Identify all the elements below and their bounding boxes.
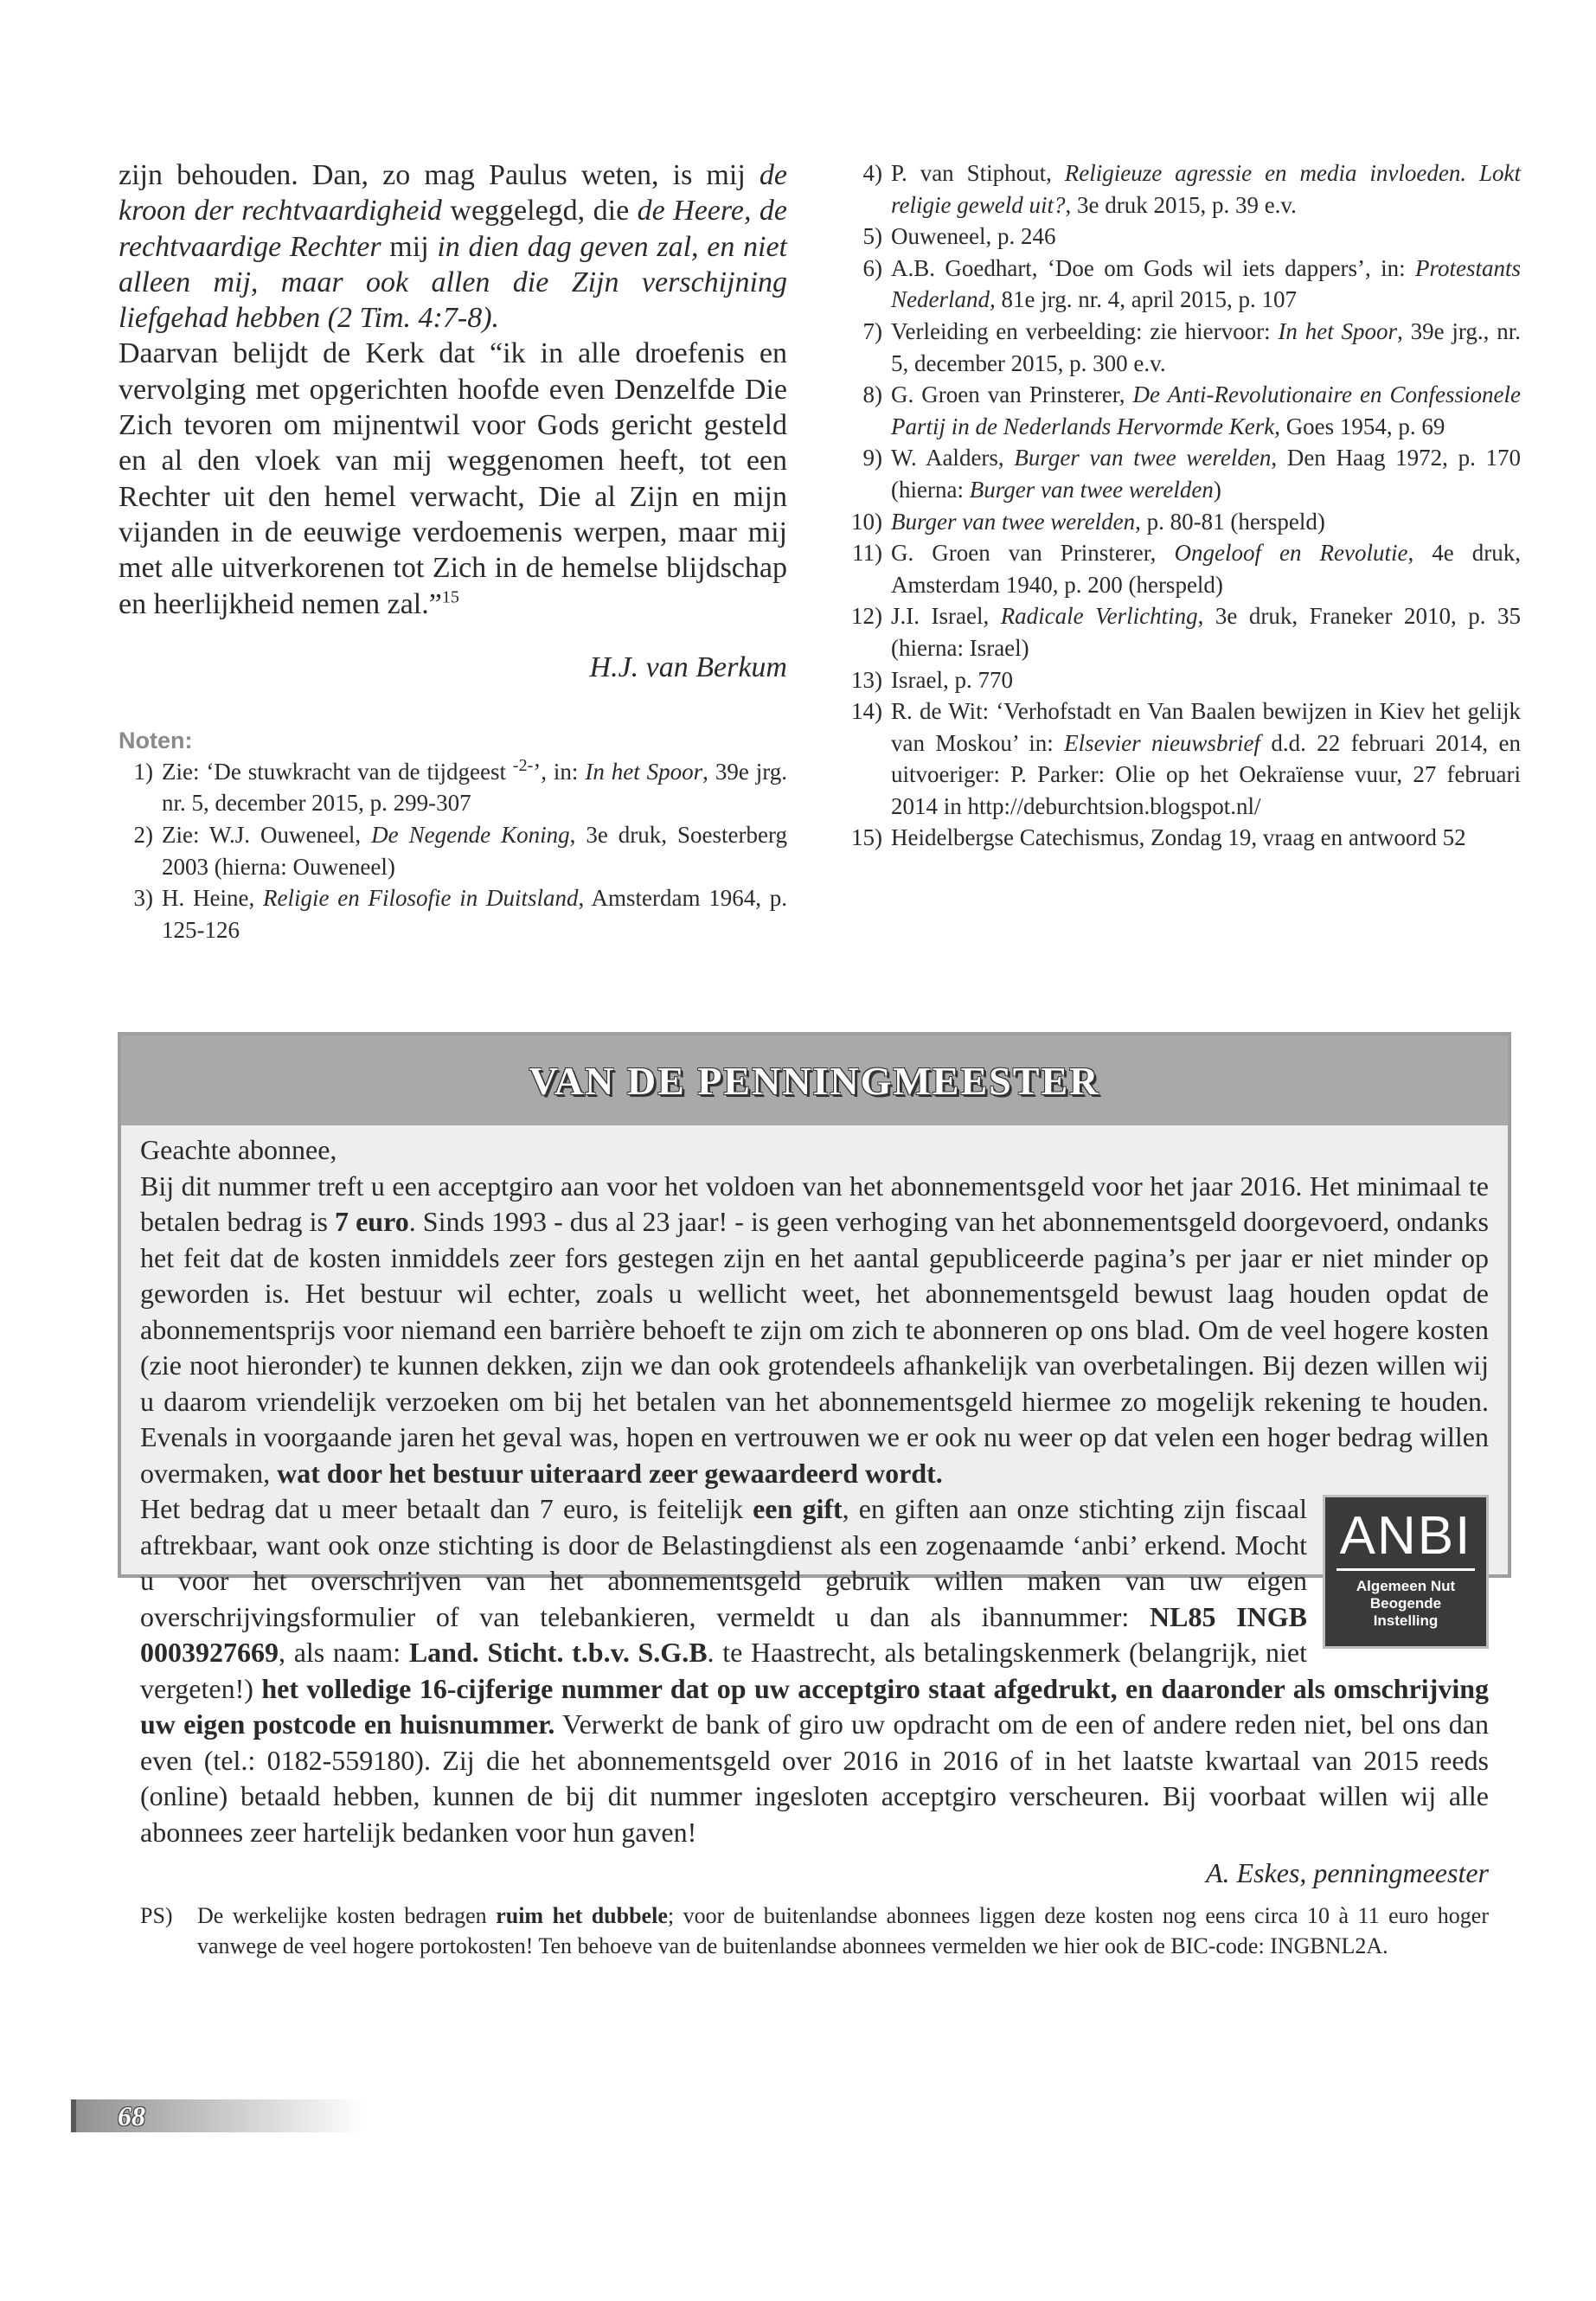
text-run: Zie: ‘De stuwkracht van de tijdgeest <box>162 758 513 785</box>
text-run: G. Groen van Prinsterer, <box>891 381 1133 408</box>
salutation: Geachte abonnee, <box>140 1134 337 1165</box>
text-run: W. Aalders, <box>891 445 1015 471</box>
text-run: Het bedrag dat u meer betaalt dan 7 euro, is feitelijk <box>140 1493 753 1524</box>
footnote-item <box>851 695 1521 822</box>
treasurer-box-header <box>121 1035 1508 1125</box>
text-run: ; voor de buitenlandse abonnees liggen deze kosten nog eens circa 10 à 11 euro hoger vanwege de veel hogere portokosten! Ten behoeve van de buitenlandse abonnees vermelden we hier ook de BIC-code: INGBNL2A. <box>197 1902 1490 1958</box>
text-run: de Heere, de rechtvaardige Rechter <box>119 195 787 263</box>
text-run: Verleiding en verbeelding: zie hiervoor: <box>891 317 1279 344</box>
text-run: , 39e jrg., nr. 5, december 2015, p. 300 e.v. <box>891 317 1522 376</box>
text-run: Burger van twee werelden <box>969 476 1214 503</box>
article-paragraph-2 <box>119 336 787 621</box>
footnote-item <box>119 756 787 819</box>
footnote-item <box>855 157 1521 221</box>
footnote-item <box>851 822 1521 854</box>
footnote-number: 9) <box>862 445 882 471</box>
footnote-number: 12) <box>851 603 882 630</box>
text-run: G. Groen van Prinsterer, <box>891 540 1175 567</box>
article-body <box>119 157 787 622</box>
text-run: Elsevier nieuwsbrief <box>1064 729 1260 756</box>
text-run: Israel, p. 770 <box>891 666 1013 693</box>
text-run: J.I. Israel, <box>891 603 1001 630</box>
text-run: zijn behouden. Dan, zo mag Paulus weten, is mij <box>119 159 760 191</box>
footnote-number: 2) <box>133 822 153 849</box>
text-run: Zie: W.J. Ouweneel, <box>162 822 372 849</box>
text-run: In het Spoor <box>585 758 703 785</box>
text-run: De werkelijke kosten bedragen <box>197 1902 497 1928</box>
left-column <box>119 157 787 945</box>
text-run: De Anti-Revolutionaire en Confessionele Partij in de Nederlands Hervormde Kerk <box>891 381 1522 439</box>
text-run: , 3e druk, Franeker 2010, p. 35 (hierna: Israel) <box>891 603 1521 661</box>
footnote-number: 4) <box>862 160 882 186</box>
footnote-item <box>851 664 1521 696</box>
treasurer-box-title: VAN DE PENNINGMEESTER <box>529 1058 1100 1103</box>
text-run: -2- <box>512 755 534 775</box>
text-run: Verwerkt de bank of giro uw opdracht om de een of andere reden niet, bel ons dan even (tel.: 0182-559180). Zij die het abonnementsgeld over 2016 in 2016 of in het laatste kwartaal van 2015 reeds (online) betaald hebben, kunnen de bij dit nummer ingesloten acceptgiro verscheuren. Bij voorbaat willen wij alle abonnees zeer hartelijk bedanken voor hun gaven! <box>140 1708 1490 1848</box>
text-run: P. van Stiphout, <box>891 160 1065 186</box>
text-run: Heidelbergse Catechismus, Zondag 19, vraag en antwoord 52 <box>891 824 1466 851</box>
footnote-item <box>851 506 1521 538</box>
footnote-number: 1) <box>133 758 153 785</box>
footnote-number: 10) <box>851 508 882 535</box>
footnote-number: 15) <box>851 824 882 851</box>
footnote-number: 7) <box>862 317 882 344</box>
text-run: ’, in: <box>533 758 586 785</box>
footnote-number: 8) <box>862 381 882 408</box>
text-run: NL85 INGB 0003927669 <box>140 1600 1308 1668</box>
text-run: Ongeloof en Revolutie <box>1174 540 1408 567</box>
text-run: Religie en Filosofie in Duitsland <box>263 885 579 912</box>
footnote-item <box>855 316 1521 379</box>
text-run: Radicale Verlichting <box>1000 603 1198 630</box>
article-paragraph-1 <box>119 157 787 336</box>
anbi-logo-word: ANBI <box>1339 1506 1472 1566</box>
text-run: ruim het dubbele <box>496 1902 668 1928</box>
footnote-number: 5) <box>862 223 882 250</box>
notes-heading: Noten: <box>119 727 193 753</box>
text-run: Ouweneel, p. 246 <box>891 223 1056 250</box>
right-column <box>851 157 1522 854</box>
text-run: de kroon der rechtvaardigheid <box>119 159 787 228</box>
footnote-item <box>119 819 787 882</box>
article-author: H.J. van Berkum <box>589 651 787 683</box>
text-run: , en giften aan onze stichting zijn fiscaal aftrekbaar, want ook onze stichting is door de Belastingdienst als een zogenaamde ‘anbi’ erkend. Mocht u voor het overschrijven van het abonnementsgeld gebruik willen maken van uw eigen overschrijvingsformulier of van telebankieren, vermeldt u dan als ibannummer: <box>140 1493 1308 1632</box>
footnote-number: 14) <box>851 698 882 725</box>
text-run: , 3e druk, Soesterberg 2003 (hierna: Ouweneel) <box>162 822 787 880</box>
article-paragraph-2-text: Daarvan belijdt de Kerk dat “ik in alle droefenis en vervolging met opgerichten hoofde even Denzelfde Die Zich tevoren om mijnentwil voor Gods gericht gesteld en al den vloek van mij weggenomen heeft, tot een Rechter uit den hemel verwacht, Die al Zijn en mijn vijanden in de eeuwige verdoemenis werpen, maar mij met alle uitverkorenen tot Zich in de hemelse blijdschap en heerlijkheid nemen zal.” <box>119 337 787 620</box>
text-run: wat door het bestuur uiteraard zeer gewaardeerd wordt. <box>277 1457 943 1489</box>
notes-list-left <box>119 756 787 946</box>
text-run: , als naam: <box>279 1637 409 1668</box>
text-run: Burger van twee werelden <box>1014 445 1272 471</box>
footnote-item <box>852 537 1521 600</box>
footnote-item <box>855 221 1521 253</box>
footnote-number: 11) <box>852 540 882 567</box>
text-run: weggelegd, die <box>441 195 638 228</box>
text-run: , p. 80-81 (herspeld) <box>1135 508 1325 535</box>
page-number: 68 <box>118 2100 145 2131</box>
footnote-item <box>119 882 787 945</box>
postscript-label: PS) <box>140 1902 173 1928</box>
text-run: 81e jrg. nr. 4, april 2015, p. 107 <box>995 286 1297 313</box>
treasurer-box-body <box>121 1125 1508 1961</box>
footnote-item <box>855 442 1521 505</box>
text-run: Religieuze agressie en media invloeden. Lokt religie geweld uit? <box>891 160 1522 218</box>
anbi-logo-line-1: Algemeen Nut <box>1356 1578 1456 1594</box>
text-run: , Goes 1954, p. 69 <box>1274 413 1445 439</box>
text-run: In het Spoor <box>1278 317 1398 344</box>
text-run: De Negende Koning <box>371 822 570 849</box>
text-run: H. Heine, <box>162 885 263 912</box>
treasurer-paragraph-2 <box>140 1491 1489 1850</box>
text-run: , 3e druk 2015, p. 39 e.v. <box>1065 191 1297 218</box>
anbi-logo <box>1323 1495 1489 1649</box>
footnote-number: 3) <box>133 885 153 912</box>
text-run: , 4e druk, Amsterdam 1940, p. 200 (herspeld) <box>891 540 1521 598</box>
text-run: mij <box>381 230 438 263</box>
text-run: Burger van twee werelden <box>891 508 1136 535</box>
treasurer-box <box>118 1032 1511 1958</box>
anbi-logo-line-3: Instelling <box>1373 1612 1439 1629</box>
footnote-number: 6) <box>862 254 882 281</box>
notes-list-right <box>851 157 1522 854</box>
treasurer-paragraph-1 <box>140 1169 1489 1492</box>
footnote-item <box>855 379 1521 442</box>
postscript-text <box>197 1903 1489 1958</box>
footnote-ref-15: 15 <box>441 587 459 607</box>
text-run: A.B. Goedhart, ‘Doe om Gods wil iets dappers’, in: <box>891 254 1415 281</box>
text-run: Bij dit nummer treft u een acceptgiro aan voor het voldoen van het abonnementsgeld voor het jaar 2016. Het minimaal te betalen bedrag is <box>140 1170 1489 1237</box>
text-run: ) <box>1213 476 1221 503</box>
postscript <box>140 1900 1489 1961</box>
footnote-number: 13) <box>851 666 882 693</box>
text-run: 7 euro <box>335 1206 409 1237</box>
text-run: Protestants Nederland, <box>891 254 1521 313</box>
text-run: in dien dag geven zal, en niet alleen mij, maar ook allen die Zijn verschijning liefgehad hebben (2 Tim. 4:7-8). <box>119 230 787 335</box>
text-run: , 39e jrg. nr. 5, december 2015, p. 299-307 <box>162 758 787 817</box>
text-run: Land. Sticht. t.b.v. S.G.B <box>408 1637 708 1668</box>
text-run: d.d. 22 februari 2014, en uitvoeriger: P. Parker: Olie op het Oekraïense vuur, 27 februari 2014 in http://deburchtsion.blogspot.nl/ <box>891 729 1521 819</box>
treasurer-signature: A. Eskes, penningmeester <box>1205 1857 1489 1888</box>
anbi-logo-line-2: Beogende <box>1369 1595 1442 1612</box>
footnote-item <box>851 600 1521 663</box>
anbi-logo-rule <box>1336 1568 1475 1571</box>
text-run: een gift <box>753 1493 843 1524</box>
footnote-item <box>855 253 1521 316</box>
text-run: . Sinds 1993 - dus al 23 jaar! - is geen verhoging van het abonnementsgeld doorgevoerd, ondanks het feit dat de kosten inmiddels zeer fors gestegen zijn en het aantal gepubliceerde pagina’s per jaar er niet minder op geworden is. Het bestuur wil echter, zoals u wellicht weet, het abonnementsgeld bewust laag houden opdat de abonnementsprijs voor niemand een barrière behoeft te zijn om zich te abonneren op ons blad. Om de veel hogere kosten (zie noot hieronder) te kunnen dekken, zijn we dan ook grotendeels afhankelijk van overbetalingen. Bij dezen willen wij u daarom vriendelijk verzoeken om bij het betalen van het abonnementsgeld hiermee zo mogelijk rekening te houden. Evenals in voorgaande jaren het geval was, hopen en vertrouwen we er ook nu weer op dat velen een hoger bedrag willen overmaken, <box>140 1206 1490 1489</box>
text-run: het volledige 16-cijferige nummer dat op uw acceptgiro staat afgedrukt, en daaronder als omschrijving uw eigen postcode en huisnummer. <box>140 1672 1490 1740</box>
text-run: R. de Wit: ‘Verhofstadt en Van Baalen bewijzen in Kiev het gelijk van Moskou’ in: <box>891 698 1521 756</box>
page-number-bar <box>71 2099 365 2132</box>
text-run: , Amsterdam 1964, p. 125-126 <box>162 885 788 943</box>
text-run: , Den Haag 1972, p. 170 (hierna: <box>891 445 1522 503</box>
text-run: . te Haastrecht, als betalingskenmerk (belangrijk, niet vergeten!) <box>140 1637 1308 1704</box>
